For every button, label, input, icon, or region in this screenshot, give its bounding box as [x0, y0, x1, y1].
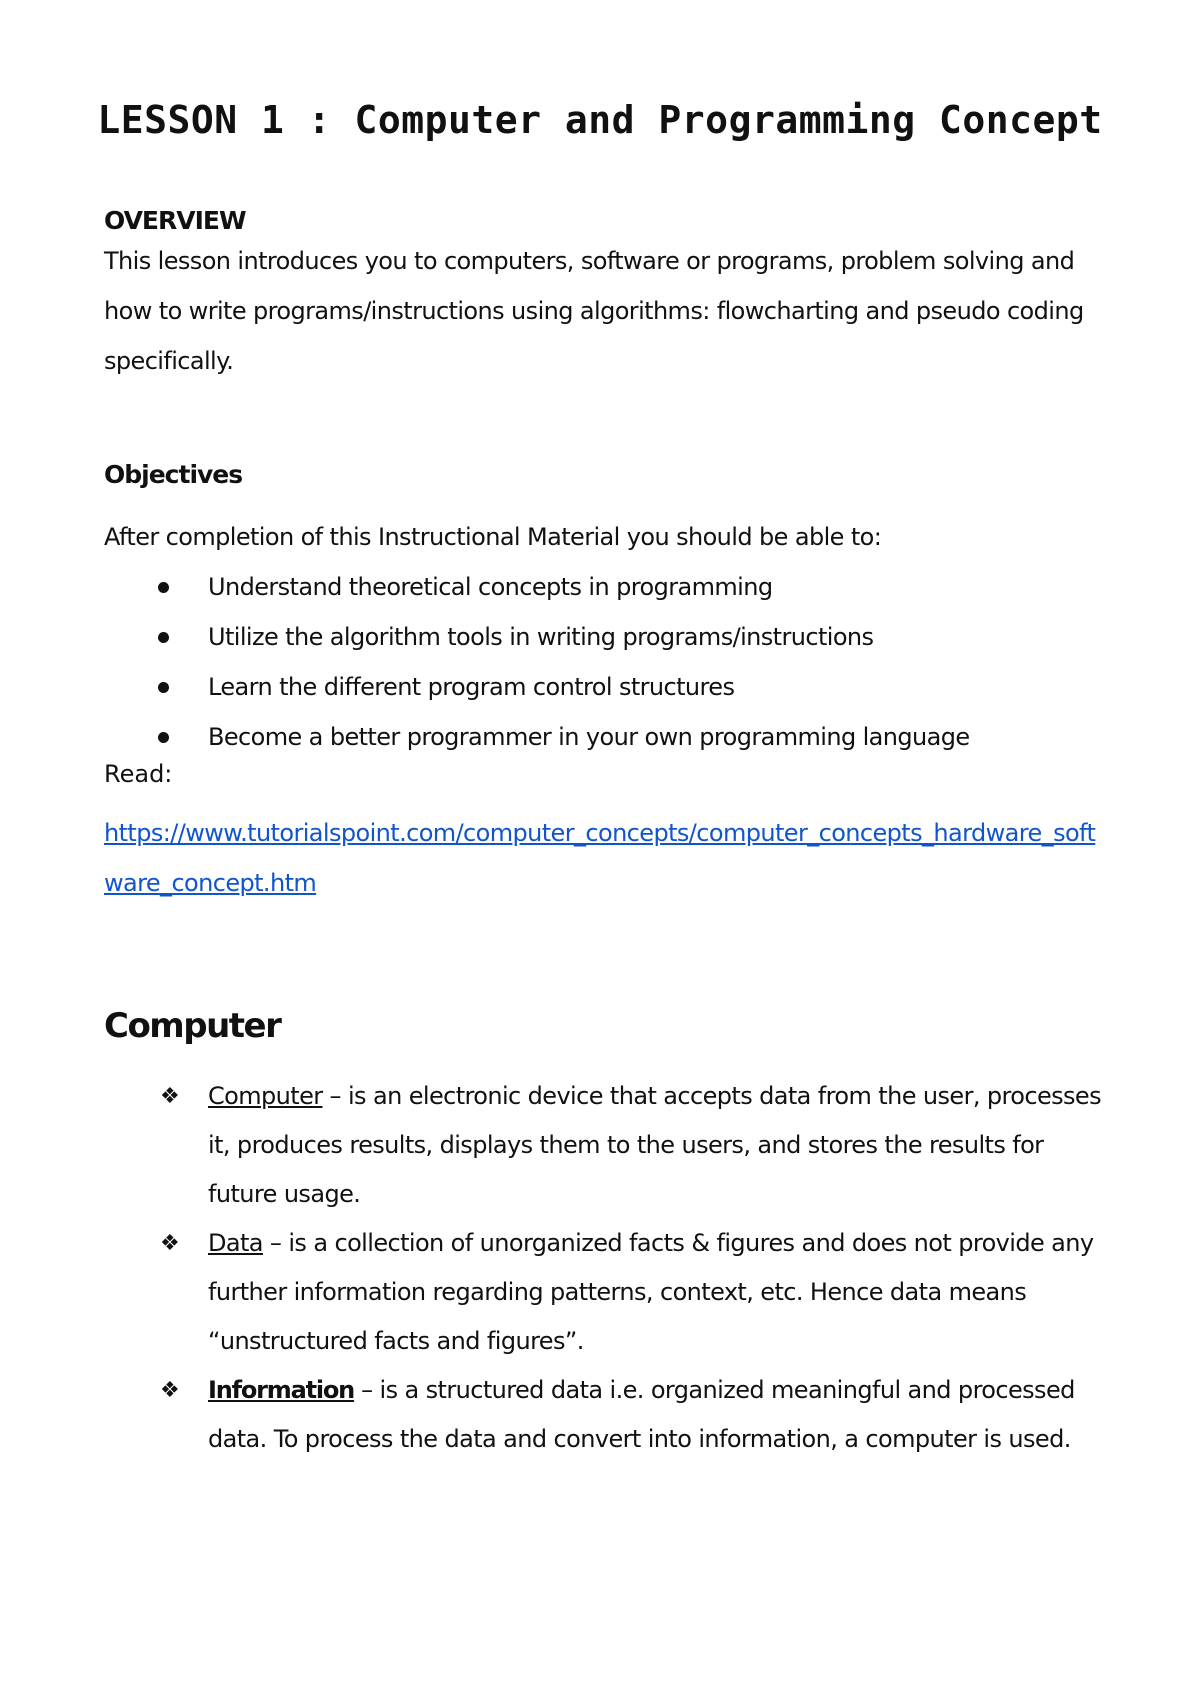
definition-text: – is an electronic device that accepts data from the user, processes it, produces results, displays them to the users, and stores the results for future usage.	[208, 1082, 1102, 1208]
definition-term: Data	[208, 1229, 263, 1257]
objectives-intro: After completion of this Instructional Material you should be able to:	[104, 523, 882, 551]
bullet-dot-icon	[158, 582, 169, 593]
overview-text: This lesson introduces you to computers, software or programs, problem solving and how to write programs/instructions using algorithms: flowcharting and pseudo coding specifically.	[104, 247, 1084, 375]
definition-item	[104, 1219, 1104, 1366]
objective-item	[104, 562, 1104, 612]
bullet-dot-icon	[158, 732, 169, 743]
definitions-list	[104, 1072, 1104, 1464]
diamond-bullet-icon: ❖	[160, 1084, 180, 1109]
definition-text: – is a collection of unorganized facts & figures and does not provide any further information regarding patterns, context, etc. Hence data means “unstructured facts and figures”.	[208, 1229, 1094, 1355]
definition-text: – is a structured data i.e. organized meaningful and processed data. To process the data and convert into information, a computer is used.	[208, 1376, 1075, 1453]
definition-term: Computer	[208, 1082, 323, 1110]
objectives-heading: Objectives	[104, 460, 243, 489]
bullet-dot-icon	[158, 632, 169, 643]
objective-text: Understand theoretical concepts in programming	[208, 573, 773, 601]
objective-text: Learn the different program control structures	[208, 673, 735, 701]
computer-heading: Computer	[104, 1006, 281, 1046]
reference-link[interactable]: https://www.tutorialspoint.com/computer_concepts/computer_concepts_hardware_software_concept.htm	[104, 819, 1096, 897]
objective-item	[104, 662, 1104, 712]
definition-item	[104, 1366, 1104, 1464]
objective-text: Become a better programmer in your own programming language	[208, 723, 970, 751]
diamond-bullet-icon: ❖	[160, 1378, 180, 1403]
overview-heading: OVERVIEW	[104, 206, 246, 235]
bullet-dot-icon	[158, 682, 169, 693]
objectives-list	[104, 562, 1104, 762]
diamond-bullet-icon: ❖	[160, 1231, 180, 1256]
definition-term: Information	[208, 1376, 355, 1404]
definition-item	[104, 1072, 1104, 1219]
read-label: Read:	[104, 760, 173, 788]
objective-item	[104, 712, 1104, 762]
objective-text: Utilize the algorithm tools in writing programs/instructions	[208, 623, 874, 651]
objective-item	[104, 612, 1104, 662]
page-title: LESSON 1 : Computer and Programming Concept	[97, 98, 1103, 142]
